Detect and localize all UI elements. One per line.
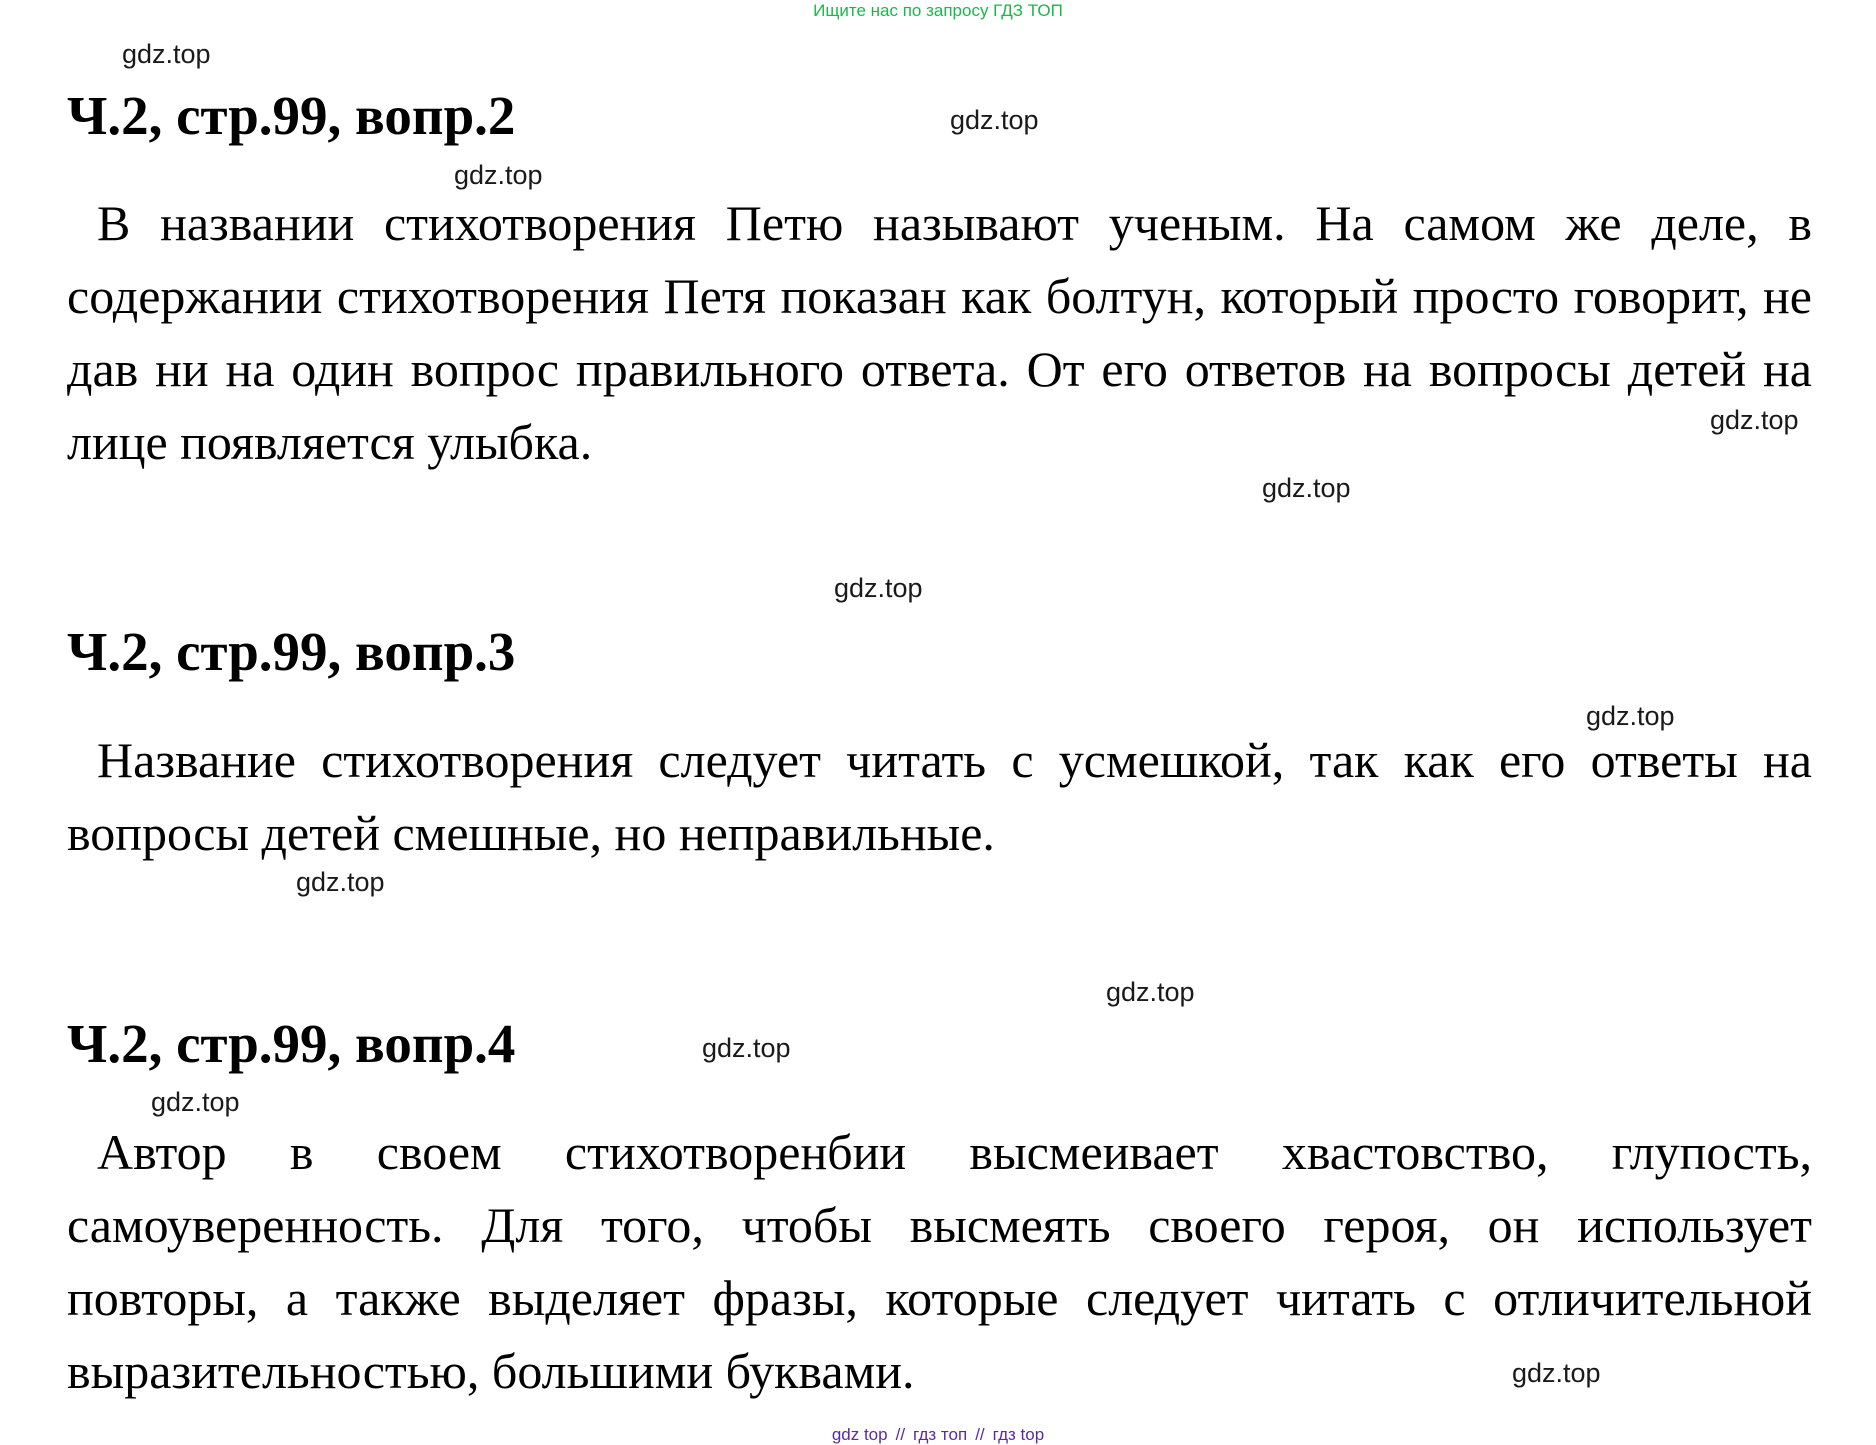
top-banner[interactable]: Ищите нас по запросу ГДЗ ТОП bbox=[813, 1, 1063, 20]
watermark: gdz.top bbox=[1710, 405, 1799, 435]
watermark: gdz.top bbox=[950, 105, 1039, 135]
section-heading-q4: Ч.2, стр.99, вопр.4 bbox=[67, 1013, 516, 1074]
footer-link[interactable]: gdz top bbox=[831, 1425, 888, 1444]
watermark: gdz.top bbox=[1262, 473, 1351, 503]
watermark: gdz.top bbox=[151, 1087, 240, 1117]
watermark: gdz.top bbox=[296, 867, 385, 897]
watermark: gdz.top bbox=[1512, 1358, 1601, 1388]
footer-link[interactable]: гдз top bbox=[992, 1425, 1045, 1444]
section-heading-q3: Ч.2, стр.99, вопр.3 bbox=[67, 621, 516, 682]
watermark: gdz.top bbox=[834, 573, 923, 603]
watermark: gdz.top bbox=[1106, 977, 1195, 1007]
footer-links bbox=[0, 1425, 1876, 1445]
section-text-q3: Название стихотворения следует читать с усмешкой, так как его ответы на вопросы детей смешные, но неправильные. bbox=[67, 732, 1812, 861]
footer-separator: // bbox=[975, 1425, 985, 1444]
footer-separator: // bbox=[895, 1425, 906, 1444]
section-heading-q2: Ч.2, стр.99, вопр.2 bbox=[67, 85, 516, 146]
section-text-q4: Автор в своем стихотворенбии высмеивает хвастовство, глупость, самоуверенность. Для того, чтобы высмеять своего героя, он использует повторы, а также выделяет фразы, которые следует читать с отличительной выразительностью, большими буквами. bbox=[67, 1124, 1812, 1399]
watermark: gdz.top bbox=[122, 39, 211, 69]
section-text-q2: В названии стихотворения Петю называют ученым. На самом же деле, в содержании стихотворения Петя показан как болтун, который просто говорит, не дав ни на один вопрос правильного ответа. От его ответов на вопросы детей на лице появляется улыбка. bbox=[67, 195, 1812, 470]
watermark: gdz.top bbox=[454, 160, 543, 190]
watermark: gdz.top bbox=[702, 1033, 791, 1063]
footer-link[interactable]: гдз топ bbox=[913, 1425, 968, 1444]
watermark: gdz.top bbox=[1586, 701, 1675, 731]
